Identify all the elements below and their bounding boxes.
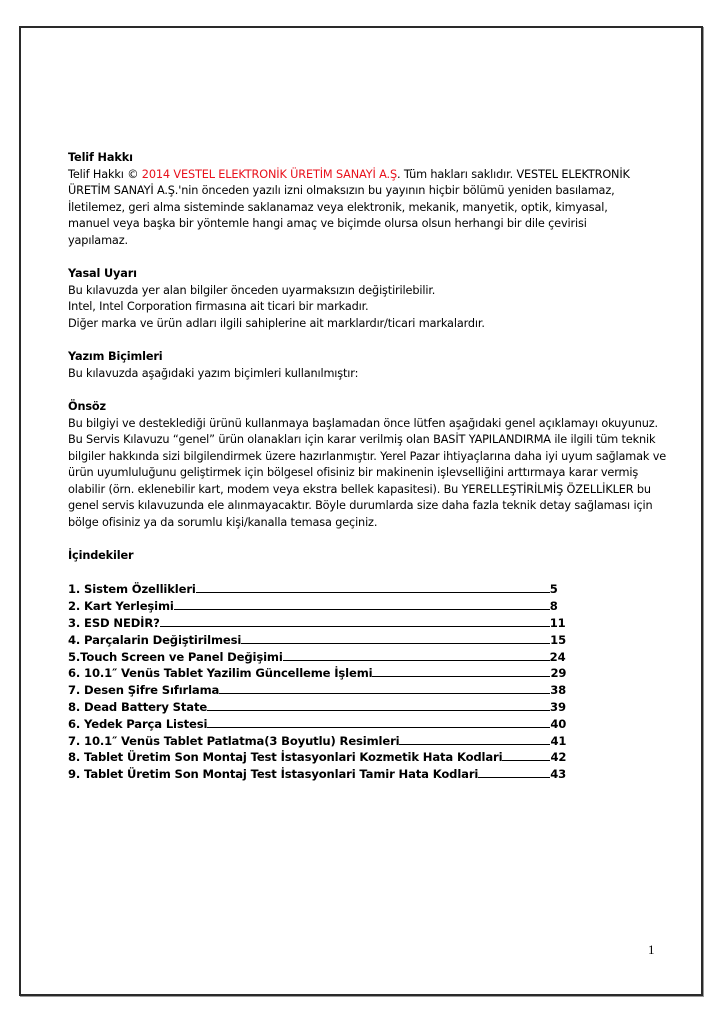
toc-leader-line [502,749,550,761]
copyright-line: ÜRETİM SANAYİ A.Ş.'nin önceden yazılı izni olmaksızın bu yayının hiçbir bölümü yeniden basılamaz, [68,184,615,198]
toc-entry-page: 11 [549,616,566,631]
toc-entry-title: 1. Sistem Özellikleri [68,582,196,597]
toc-leader-line [219,682,550,694]
toc-entry-title: 2. Kart Yerleşimi [68,599,174,614]
copyright-heading: Telif Hakkı [68,151,133,164]
toc-entry-page: 41 [550,733,567,748]
preface-heading: Önsöz [68,399,106,413]
conventions-line: Bu kılavuzda aşağıdaki yazım biçimleri kullanılmıştır: [68,366,359,380]
legal-heading: Yasal Uyarı [68,267,137,281]
table-of-contents [68,581,668,783]
toc-leader-line [399,733,550,745]
conventions-heading: Yazım Biçimleri [68,350,163,364]
toc-entry[interactable] [68,749,668,766]
toc-entry[interactable] [68,649,668,666]
toc-entry-title: 7. Desen Şifre Sıfırlama [68,683,220,698]
toc-entry[interactable] [68,716,668,733]
toc-leader-line [196,581,550,593]
copyright-holder: 2014 VESTEL ELEKTRONİK ÜRETİM SANAYİ A.Ş [141,167,397,181]
toc-entry[interactable] [68,766,668,783]
toc-entry-page: 43 [550,767,567,782]
conventions-section [68,349,668,382]
toc-entry-page: 5 [549,582,558,597]
toc-entry[interactable] [68,682,668,699]
toc-entry-page: 39 [550,700,566,715]
toc-entry-title: 7. 10.1″ Venüs Tablet Patlatma(3 Boyutlu) Resimleri [68,733,400,748]
copyright-line: manuel veya başka bir yöntemle hangi amaç ve biçimde olursa olsun herhangi bir dile çevirisi [68,217,587,231]
toc-entry-title: 8. Dead Battery State [68,700,208,715]
toc-entry[interactable] [68,665,668,682]
preface-line: genel servis kılavuzunda ele alınmayacaktır. Böyle durumlarda size daha fazla teknik detay sağlaması için [68,499,653,513]
toc-entry-title: 4. Parçalarin Değiştirilmesi [68,632,242,647]
toc-entry-page: 29 [550,666,567,681]
toc-entry[interactable] [68,632,668,649]
copyright-line1-rest: . Tüm hakları saklıdır. VESTEL ELEKTRONİK [396,167,630,181]
preface-section [68,399,668,532]
page-number: 1 [648,942,655,957]
toc-entry[interactable] [68,733,668,750]
preface-line: bilgiler hakkında sizi bilgilendirmek üzere hazırlanmıştır. Yerel Pazar ihtiyaçlarına daha iyi uyum sağlamak ve [68,449,667,463]
preface-line: olabilir (örn. eklenebilir kart, modem veya ekstra bellek kapasitesi). Bu YERELLEŞTİRİLMİŞ ÖZELLİKLER bu [68,482,651,496]
toc-entry-title: 6. 10.1″ Venüs Tablet Yazilim Güncelleme İşlemi [68,666,373,681]
toc-entry-title: 9. Tablet Üretim Son Montaj Test İstasyonlari Tamir Hata Kodlari [68,767,479,782]
legal-line: Intel, Intel Corporation firmasına ait ticari bir markadır. [68,300,369,314]
toc-entry-title: 8. Tablet Üretim Son Montaj Test İstasyonlari Kozmetik Hata Kodlari [68,750,503,765]
toc-leader-line [207,699,550,711]
toc-entry-page: 42 [550,750,567,765]
preface-line: bölge ofisiniz ya da sorumlu kişi/kanalla temasa geçiniz. [68,516,378,530]
toc-entry[interactable] [68,581,668,598]
toc-heading: İçindekiler [68,549,134,563]
toc-entry[interactable] [68,615,668,632]
toc-leader-line [160,615,550,627]
toc-entry-title: 6. Yedek Parça Listesi [68,716,208,731]
toc-leader-line [174,598,550,610]
preface-line: Bu bilgiyi ve desteklediği ürünü kullanmaya başlamadan önce lütfen aşağıdaki genel açıklamayı okuyunuz. [68,416,658,430]
toc-entry-page: 40 [550,716,567,731]
copyright-prefix: Telif Hakkı © [68,167,142,181]
toc-entry-page: 8 [549,599,558,614]
copyright-line: yapılamaz. [68,233,128,247]
legal-line: Diğer marka ve ürün adları ilgili sahiplerine ait marklardır/ticari markalardır. [68,316,485,330]
copyright-section [68,150,668,250]
copyright-line: İletilemez, geri alma sisteminde saklanamaz veya elektronik, mekanik, manyetik, optik, kimyasal, [68,200,608,214]
toc-entry-page: 38 [550,683,567,698]
copyright-line-1 [68,167,668,184]
preface-line: ürün uyumluluğunu geliştirmek için bölgesel ofisiniz bir makinenin işlevselliğini arttırmaya karar vermiş [68,466,639,480]
toc-leader-line [478,766,550,778]
toc-entry-title: 5.Touch Screen ve Panel Değişimi [68,649,283,664]
legal-line: Bu kılavuzda yer alan bilgiler önceden uyarmaksızın değiştirilebilir. [68,283,436,297]
toc-entry-title: 3. ESD NEDİR? [68,616,160,631]
toc-entry[interactable] [68,699,668,716]
preface-line: Bu Servis Kılavuzu “genel” ürün olanakları için karar verilmiş olan BASİT YAPILANDIRMA ile ilgili tüm teknik [68,433,656,447]
toc-leader-line [372,665,550,677]
legal-section [68,266,668,332]
toc-leader-line [241,632,550,644]
toc-entry[interactable] [68,598,668,615]
toc-leader-line [283,649,550,661]
toc-entry-page: 15 [550,632,567,647]
document-body [68,150,668,783]
toc-leader-line [207,716,550,728]
toc-entry-page: 24 [549,649,566,664]
